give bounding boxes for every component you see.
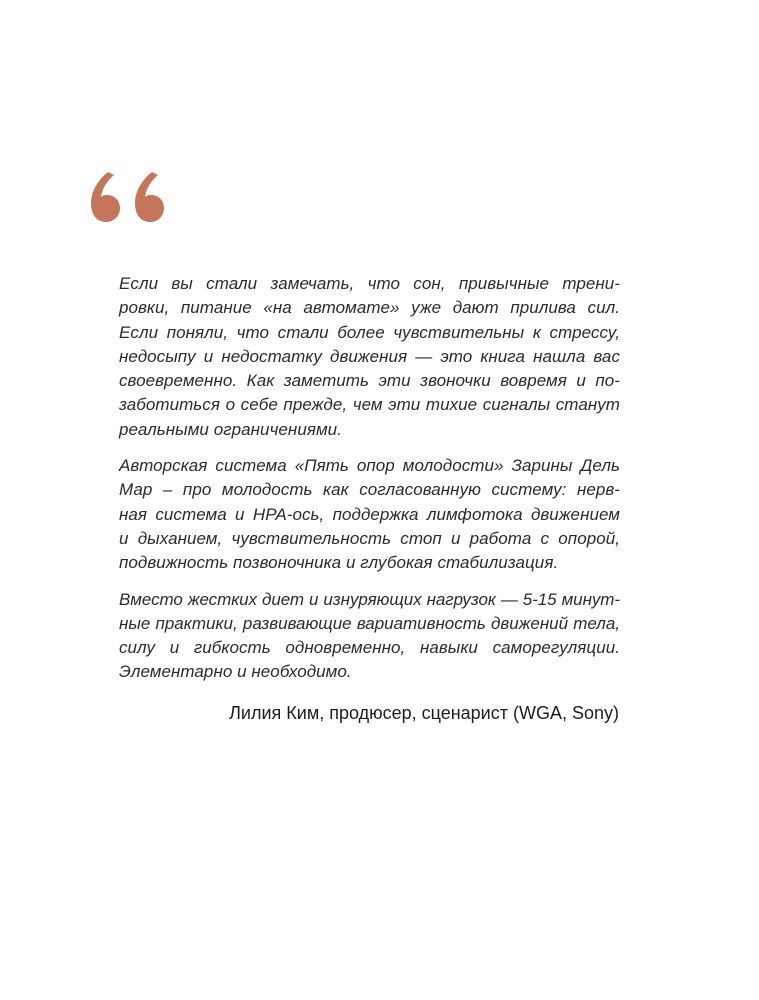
quote-line: подвижность позвоночника и глубокая стабилизация. [119,553,559,573]
open-quote-icon [86,168,168,224]
quote-line: Элементарно и необходимо. [119,662,352,682]
quote-line: своевременно. Как заметить эти звоночки вовремя и по- [119,371,620,391]
quote-line: и дыханием, чувствительность стоп и работа с опорой, [119,528,620,548]
quote-line: Если вы стали замечать, что сон, привычные трени- [119,274,620,293]
quote-line: ные практики, развивающие вариативность движений тела, [119,613,620,633]
quote-paragraph-3 [119,588,620,685]
quote-line: заботиться о себе прежде, чем эти тихие сигналы станут [119,395,620,415]
quote-paragraph-2 [119,454,620,575]
quote-line: Авторская система «Пять опор молодости» Зарины Дель [119,456,620,476]
quote-body [119,272,620,697]
quote-line: Мар – про молодость как согласованную систему: нерв- [119,480,620,500]
quote-line: ровки, питание «на автомате» уже дают прилива сил. [119,298,620,318]
quote-attribution: Лилия Ким, продюсер, сценарист (WGA, Sony) [229,703,619,723]
quote-line: недосыпу и недостатку движения — это книга нашла вас [119,346,620,366]
quote-paragraph-1 [119,272,620,442]
quote-line: реальными ограничениями. [119,419,342,439]
quote-line: Если поняли, что стали более чувствительны к стрессу, [119,322,620,342]
quote-line: ная система и HPA-ось, поддержка лимфотока движением [119,504,620,524]
quote-line: силу и гибкость одновременно, навыки саморегуляции. [119,638,620,658]
quote-line: Вместо жестких диет и изнуряющих нагрузок — 5-15 минут- [119,589,620,609]
